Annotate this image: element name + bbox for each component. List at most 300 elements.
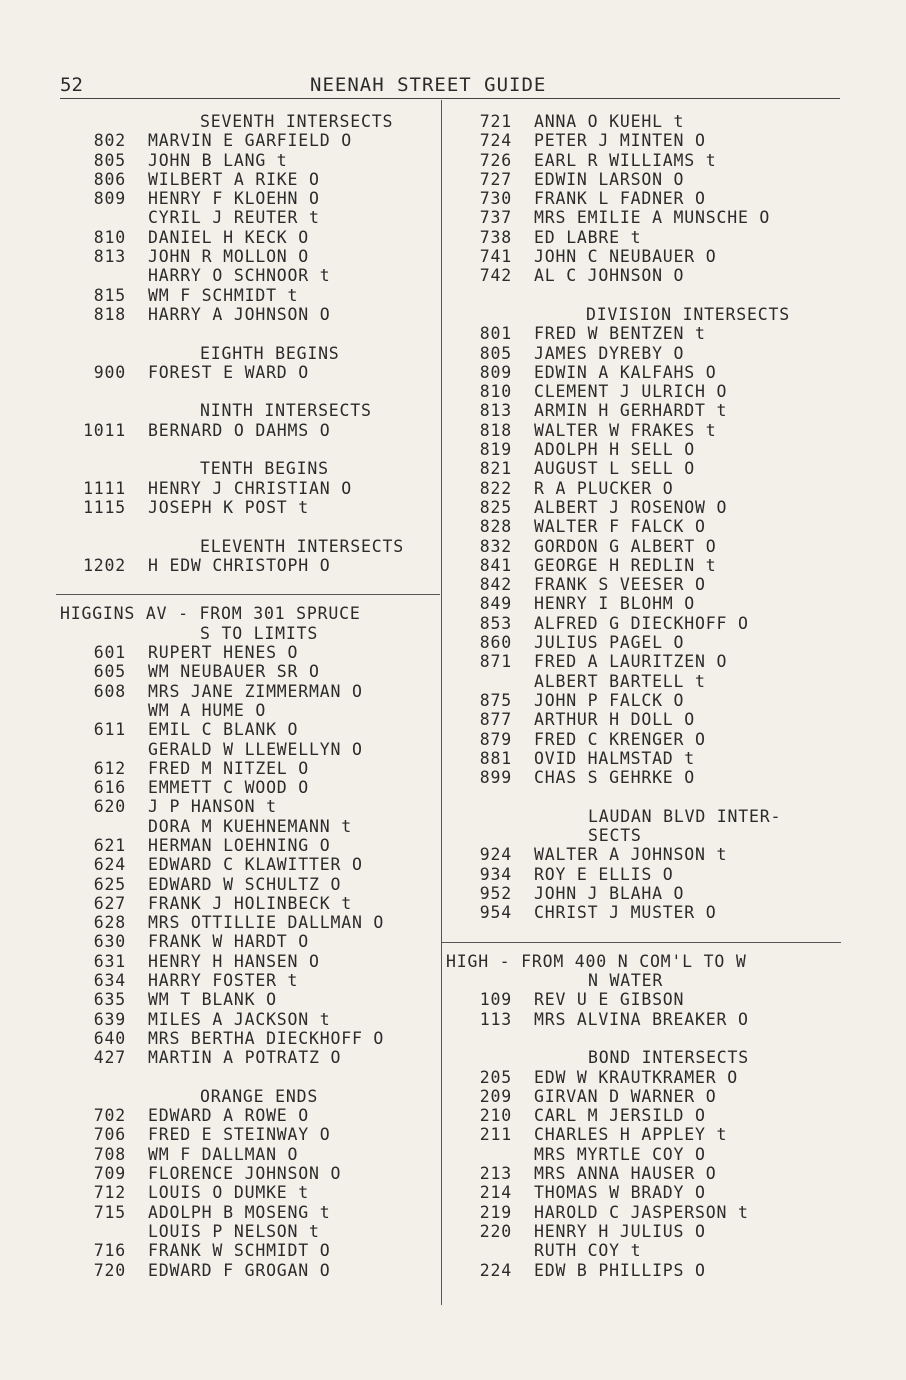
resident-name: ALBERT BARTELL t — [534, 671, 706, 691]
directory-entry — [60, 1145, 440, 1164]
house-number: 825 — [479, 497, 512, 517]
resident-name: ROY E ELLIS O — [534, 864, 674, 884]
resident-name: ALBERT J ROSENOW O — [534, 497, 728, 517]
directory-entry — [446, 1261, 841, 1280]
resident-name: WM F DALLMAN O — [148, 1144, 299, 1164]
resident-name: HENRY F KLOEHN O — [148, 189, 320, 209]
heading-text: DIVISION INTERSECTS — [586, 304, 790, 324]
directory-entry — [446, 517, 841, 536]
directory-entry — [446, 479, 841, 498]
house-number: 205 — [479, 1067, 512, 1087]
house-number: 109 — [479, 990, 512, 1010]
directory-entry — [446, 1222, 841, 1241]
resident-name: MRS ALVINA BREAKER O — [534, 1009, 749, 1029]
house-number: 737 — [479, 208, 512, 228]
directory-entry — [446, 421, 841, 440]
resident-name: ADOLPH H SELL O — [534, 440, 696, 460]
house-number: 842 — [479, 575, 512, 595]
section-heading — [60, 344, 440, 363]
directory-entry — [446, 614, 841, 633]
house-number: 720 — [93, 1260, 126, 1280]
directory-entry — [60, 131, 440, 150]
resident-name: EDW W KRAUTKRAMER O — [534, 1067, 738, 1087]
directory-entry — [60, 1241, 440, 1260]
resident-name: CHAS S GEHRKE O — [534, 768, 696, 788]
resident-name: EDWARD A ROWE O — [148, 1106, 310, 1126]
house-number: 841 — [479, 555, 512, 575]
house-number: 715 — [93, 1202, 126, 1222]
directory-entry — [446, 1145, 841, 1164]
directory-entry — [446, 1241, 841, 1260]
resident-name: HERMAN LOEHNING O — [148, 835, 331, 855]
house-number: 210 — [479, 1106, 512, 1126]
directory-entry — [446, 131, 841, 150]
directory-entry — [60, 740, 440, 759]
resident-name: LOUIS O DUMKE t — [148, 1183, 310, 1203]
heading-text: N WATER — [588, 971, 664, 991]
blank-line — [60, 382, 440, 401]
house-number: 611 — [93, 720, 126, 740]
blank-line — [446, 787, 841, 806]
header-rule — [60, 98, 840, 99]
house-number: 924 — [479, 845, 512, 865]
house-number: 741 — [479, 247, 512, 267]
house-number: 721 — [479, 112, 512, 131]
directory-entry — [60, 913, 440, 932]
house-number: 730 — [479, 189, 512, 209]
house-number: 113 — [479, 1009, 512, 1029]
directory-entry — [446, 556, 841, 575]
house-number: 634 — [93, 971, 126, 991]
house-number: 871 — [479, 652, 512, 672]
house-number: 639 — [93, 1009, 126, 1029]
heading-text: TENTH BEGINS — [200, 459, 329, 479]
resident-name: DANIEL H KECK O — [148, 227, 310, 247]
page-title: NEENAH STREET GUIDE — [310, 74, 547, 96]
resident-name: MARVIN E GARFIELD O — [148, 131, 352, 151]
resident-name: FRANK L FADNER O — [534, 189, 706, 209]
blank-line — [60, 517, 440, 536]
resident-name: FRANK J HOLINBECK t — [148, 893, 352, 913]
directory-entry — [446, 575, 841, 594]
section-heading — [446, 807, 841, 826]
directory-entry — [60, 836, 440, 855]
section-heading — [60, 537, 440, 556]
house-number: 214 — [479, 1183, 512, 1203]
house-number: 832 — [479, 536, 512, 556]
house-number: 724 — [479, 131, 512, 151]
house-number: 821 — [479, 459, 512, 479]
resident-name: FRED M NITZEL O — [148, 758, 310, 778]
house-number: 708 — [93, 1144, 126, 1164]
resident-name: HENRY H JULIUS O — [534, 1221, 706, 1241]
directory-entry — [446, 1010, 841, 1029]
resident-name: EDWIN A KALFAHS O — [534, 362, 717, 382]
house-number: 608 — [93, 681, 126, 701]
directory-entry — [60, 170, 440, 189]
section-heading — [446, 305, 841, 324]
resident-name: FOREST E WARD O — [148, 362, 310, 382]
house-number: 624 — [93, 855, 126, 875]
directory-entry — [446, 990, 841, 1009]
directory-entry — [446, 189, 841, 208]
column-divider — [441, 100, 442, 1305]
resident-name: ADOLPH B MOSENG t — [148, 1202, 331, 1222]
directory-entry — [446, 691, 841, 710]
resident-name: MRS EMILIE A MUNSCHE O — [534, 208, 771, 228]
directory-entry — [60, 701, 440, 720]
house-number: 1111 — [83, 478, 126, 498]
directory-entry — [60, 1010, 440, 1029]
resident-name: HARRY FOSTER t — [148, 971, 299, 991]
resident-name: CHRIST J MUSTER O — [534, 903, 717, 923]
directory-entry — [60, 1029, 440, 1048]
house-number: 806 — [93, 169, 126, 189]
blank-line — [446, 1029, 841, 1048]
resident-name: MRS BERTHA DIECKHOFF O — [148, 1028, 385, 1048]
resident-name: JOHN B LANG t — [148, 150, 288, 170]
house-number: 813 — [479, 401, 512, 421]
directory-entry — [60, 1125, 440, 1144]
house-number: 809 — [93, 189, 126, 209]
house-number: 802 — [93, 131, 126, 151]
resident-name: ALFRED G DIECKHOFF O — [534, 613, 749, 633]
resident-name: WM T BLANK O — [148, 990, 277, 1010]
directory-entry — [446, 247, 841, 266]
resident-name: GORDON G ALBERT O — [534, 536, 717, 556]
directory-entry — [446, 903, 841, 922]
house-number: 813 — [93, 247, 126, 267]
directory-entry — [60, 1183, 440, 1202]
directory-entry — [60, 208, 440, 227]
blank-line — [446, 922, 841, 941]
house-number: 818 — [479, 420, 512, 440]
resident-name: HAROLD C JASPERSON t — [534, 1202, 749, 1222]
house-number: 934 — [479, 864, 512, 884]
directory-entry — [60, 247, 440, 266]
resident-name: FRED E STEINWAY O — [148, 1125, 331, 1145]
heading-text: SEVENTH INTERSECTS — [200, 112, 394, 131]
resident-name: ARTHUR H DOLL O — [534, 710, 696, 730]
resident-name: ANNA O KUEHL t — [534, 112, 685, 131]
section-heading — [60, 624, 440, 643]
resident-name: BERNARD O DAHMS O — [148, 420, 331, 440]
house-number: 805 — [479, 343, 512, 363]
section-heading — [446, 971, 841, 990]
house-number: 952 — [479, 883, 512, 903]
resident-name: EDWARD C KLAWITTER O — [148, 855, 363, 875]
resident-name: WM NEUBAUER SR O — [148, 662, 320, 682]
directory-entry — [446, 1106, 841, 1125]
section-heading — [446, 826, 841, 845]
directory-entry — [446, 1183, 841, 1202]
directory-entry — [446, 884, 841, 903]
house-number: 900 — [93, 362, 126, 382]
directory-entry — [60, 855, 440, 874]
house-number: 726 — [479, 150, 512, 170]
left-column — [60, 112, 440, 1280]
directory-entry — [446, 401, 841, 420]
directory-entry — [60, 266, 440, 285]
resident-name: H EDW CHRISTOPH O — [148, 555, 331, 575]
house-number: 1011 — [83, 420, 126, 440]
resident-name: FRED W BENTZEN t — [534, 324, 706, 344]
house-number: 616 — [93, 778, 126, 798]
house-number: 427 — [93, 1048, 126, 1068]
house-number: 625 — [93, 874, 126, 894]
directory-entry — [60, 990, 440, 1009]
directory-entry — [60, 228, 440, 247]
directory-entry — [446, 344, 841, 363]
page-number: 52 — [60, 74, 83, 96]
resident-name: WM A HUME O — [148, 700, 267, 720]
resident-name: FLORENCE JOHNSON O — [148, 1164, 342, 1184]
section-rule — [446, 942, 841, 952]
directory-entry — [446, 324, 841, 343]
resident-name: EDWARD F GROGAN O — [148, 1260, 331, 1280]
resident-name: HENRY I BLOHM O — [534, 594, 696, 614]
resident-name: R A PLUCKER O — [534, 478, 674, 498]
directory-entry — [60, 1048, 440, 1067]
right-column — [446, 112, 841, 1280]
resident-name: RUTH COY t — [534, 1241, 642, 1261]
house-number: 621 — [93, 835, 126, 855]
resident-name: FRED A LAURITZEN O — [534, 652, 728, 672]
house-number: 706 — [93, 1125, 126, 1145]
directory-entry — [60, 498, 440, 517]
section-rule — [60, 594, 440, 604]
directory-entry — [60, 151, 440, 170]
directory-entry — [446, 1125, 841, 1144]
resident-name: RUPERT HENES O — [148, 643, 299, 663]
resident-name: WILBERT A RIKE O — [148, 169, 320, 189]
section-heading — [60, 112, 440, 131]
directory-entry — [60, 971, 440, 990]
resident-name: MARTIN A POTRATZ O — [148, 1048, 342, 1068]
resident-name: J P HANSON t — [148, 797, 277, 817]
house-number: 628 — [93, 913, 126, 933]
directory-entry — [60, 363, 440, 382]
house-number: 738 — [479, 227, 512, 247]
resident-name: HENRY J CHRISTIAN O — [148, 478, 352, 498]
resident-name: JOHN R MOLLON O — [148, 247, 310, 267]
house-number: 899 — [479, 768, 512, 788]
resident-name: EDWARD W SCHULTZ O — [148, 874, 342, 894]
house-number: 620 — [93, 797, 126, 817]
resident-name: CYRIL J REUTER t — [148, 208, 320, 228]
house-number: 211 — [479, 1125, 512, 1145]
resident-name: EMIL C BLANK O — [148, 720, 299, 740]
house-number: 1115 — [83, 497, 126, 517]
directory-entry — [446, 459, 841, 478]
directory-entry — [446, 363, 841, 382]
resident-name: OVID HALMSTAD t — [534, 748, 696, 768]
resident-name: JULIUS PAGEL O — [534, 633, 685, 653]
heading-text: NINTH INTERSECTS — [200, 401, 372, 421]
directory-entry — [60, 1261, 440, 1280]
directory-entry — [446, 1203, 841, 1222]
house-number: 819 — [479, 440, 512, 460]
directory-entry — [446, 208, 841, 227]
resident-name: HARRY A JOHNSON O — [148, 304, 331, 324]
directory-entry — [446, 151, 841, 170]
resident-name: WALTER W FRAKES t — [534, 420, 717, 440]
directory-entry — [446, 440, 841, 459]
street-heading — [60, 604, 440, 623]
directory-entry — [60, 894, 440, 913]
resident-name: MRS JANE ZIMMERMAN O — [148, 681, 363, 701]
house-number: 709 — [93, 1164, 126, 1184]
directory-entry — [60, 720, 440, 739]
rule — [442, 942, 841, 943]
directory-entry — [60, 759, 440, 778]
heading-text: LAUDAN BLVD INTER- — [588, 806, 782, 826]
resident-name: EDW B PHILLIPS O — [534, 1260, 706, 1280]
street-name: HIGGINS AV - FROM 301 SPRUCE — [60, 604, 361, 624]
resident-name: MILES A JACKSON t — [148, 1009, 331, 1029]
house-number: 879 — [479, 729, 512, 749]
house-number: 810 — [93, 227, 126, 247]
house-number: 640 — [93, 1028, 126, 1048]
resident-name: HENRY H HANSEN O — [148, 951, 320, 971]
resident-name: WALTER A JOHNSON t — [534, 845, 728, 865]
directory-entry — [446, 845, 841, 864]
street-heading — [446, 952, 841, 971]
house-number: 612 — [93, 758, 126, 778]
directory-entry — [60, 682, 440, 701]
heading-text: BOND INTERSECTS — [588, 1048, 750, 1068]
directory-entry — [446, 1164, 841, 1183]
resident-name: GERALD W LLEWELLYN O — [148, 739, 363, 759]
house-number: 605 — [93, 662, 126, 682]
house-number: 828 — [479, 517, 512, 537]
house-number: 627 — [93, 893, 126, 913]
directory-entry — [446, 1087, 841, 1106]
directory-entry — [446, 710, 841, 729]
resident-name: EMMETT C WOOD O — [148, 778, 310, 798]
resident-name: HARRY O SCHNOOR t — [148, 266, 331, 286]
directory-entry — [60, 932, 440, 951]
directory-entry — [446, 170, 841, 189]
resident-name: GIRVAN D WARNER O — [534, 1086, 717, 1106]
resident-name: FRED C KRENGER O — [534, 729, 706, 749]
house-number: 213 — [479, 1164, 512, 1184]
directory-entry — [446, 672, 841, 691]
directory-entry — [60, 1203, 440, 1222]
directory-entry — [446, 730, 841, 749]
house-number: 875 — [479, 690, 512, 710]
resident-name: CHARLES H APPLEY t — [534, 1125, 728, 1145]
directory-entry — [60, 817, 440, 836]
directory-entry — [446, 1068, 841, 1087]
house-number: 742 — [479, 266, 512, 286]
directory-entry — [60, 778, 440, 797]
directory-entry — [60, 421, 440, 440]
resident-name: FRANK W SCHMIDT O — [148, 1241, 331, 1261]
directory-entry — [60, 662, 440, 681]
directory-entry — [446, 865, 841, 884]
house-number: 727 — [479, 169, 512, 189]
street-name: HIGH - FROM 400 N COM'L TO W — [446, 951, 747, 971]
directory-entry — [446, 633, 841, 652]
page-header — [60, 74, 840, 100]
resident-name: MRS ANNA HAUSER O — [534, 1164, 717, 1184]
house-number: 849 — [479, 594, 512, 614]
blank-line — [60, 324, 440, 343]
resident-name: JOSEPH K POST t — [148, 497, 310, 517]
heading-text: SECTS — [588, 825, 642, 845]
heading-text: ORANGE ENDS — [200, 1086, 319, 1106]
resident-name: AL C JOHNSON O — [534, 266, 685, 286]
directory-entry — [446, 652, 841, 671]
house-number: 822 — [479, 478, 512, 498]
directory-entry — [60, 305, 440, 324]
directory-entry — [446, 768, 841, 787]
blank-line — [60, 440, 440, 459]
resident-name: ED LABRE t — [534, 227, 642, 247]
resident-name: AUGUST L SELL O — [534, 459, 696, 479]
house-number: 601 — [93, 643, 126, 663]
directory-entry — [60, 643, 440, 662]
resident-name: MRS MYRTLE COY O — [534, 1144, 706, 1164]
resident-name: WM F SCHMIDT t — [148, 285, 299, 305]
directory-entry — [446, 228, 841, 247]
directory-entry — [60, 1106, 440, 1125]
directory-entry — [60, 797, 440, 816]
house-number: 954 — [479, 903, 512, 923]
house-number: 877 — [479, 710, 512, 730]
house-number: 801 — [479, 324, 512, 344]
house-number: 809 — [479, 362, 512, 382]
house-number: 716 — [93, 1241, 126, 1261]
section-heading — [60, 1087, 440, 1106]
resident-name: ARMIN H GERHARDT t — [534, 401, 728, 421]
heading-text: EIGHTH BEGINS — [200, 343, 340, 363]
house-number: 853 — [479, 613, 512, 633]
directory-entry — [60, 952, 440, 971]
resident-name: GEORGE H REDLIN t — [534, 555, 717, 575]
resident-name: JAMES DYREBY O — [534, 343, 685, 363]
house-number: 810 — [479, 382, 512, 402]
house-number: 860 — [479, 633, 512, 653]
directory-entry — [446, 382, 841, 401]
directory-entry — [446, 749, 841, 768]
directory-entry — [446, 594, 841, 613]
resident-name: JOHN C NEUBAUER O — [534, 247, 717, 267]
resident-name: EDWIN LARSON O — [534, 169, 685, 189]
resident-name: REV U E GIBSON — [534, 990, 685, 1010]
house-number: 219 — [479, 1202, 512, 1222]
directory-entry — [446, 266, 841, 285]
house-number: 1202 — [83, 555, 126, 575]
resident-name: CLEMENT J ULRICH O — [534, 382, 728, 402]
resident-name: THOMAS W BRADY O — [534, 1183, 706, 1203]
house-number: 881 — [479, 748, 512, 768]
heading-text: ELEVENTH INTERSECTS — [200, 536, 404, 556]
house-number: 815 — [93, 285, 126, 305]
house-number: 224 — [479, 1260, 512, 1280]
directory-entry — [60, 556, 440, 575]
house-number: 220 — [479, 1221, 512, 1241]
directory-entry — [60, 286, 440, 305]
directory-entry — [446, 498, 841, 517]
blank-line — [446, 286, 841, 305]
resident-name: WALTER F FALCK O — [534, 517, 706, 537]
directory-entry — [60, 479, 440, 498]
directory-entry — [446, 537, 841, 556]
resident-name: PETER J MINTEN O — [534, 131, 706, 151]
blank-line — [60, 575, 440, 594]
